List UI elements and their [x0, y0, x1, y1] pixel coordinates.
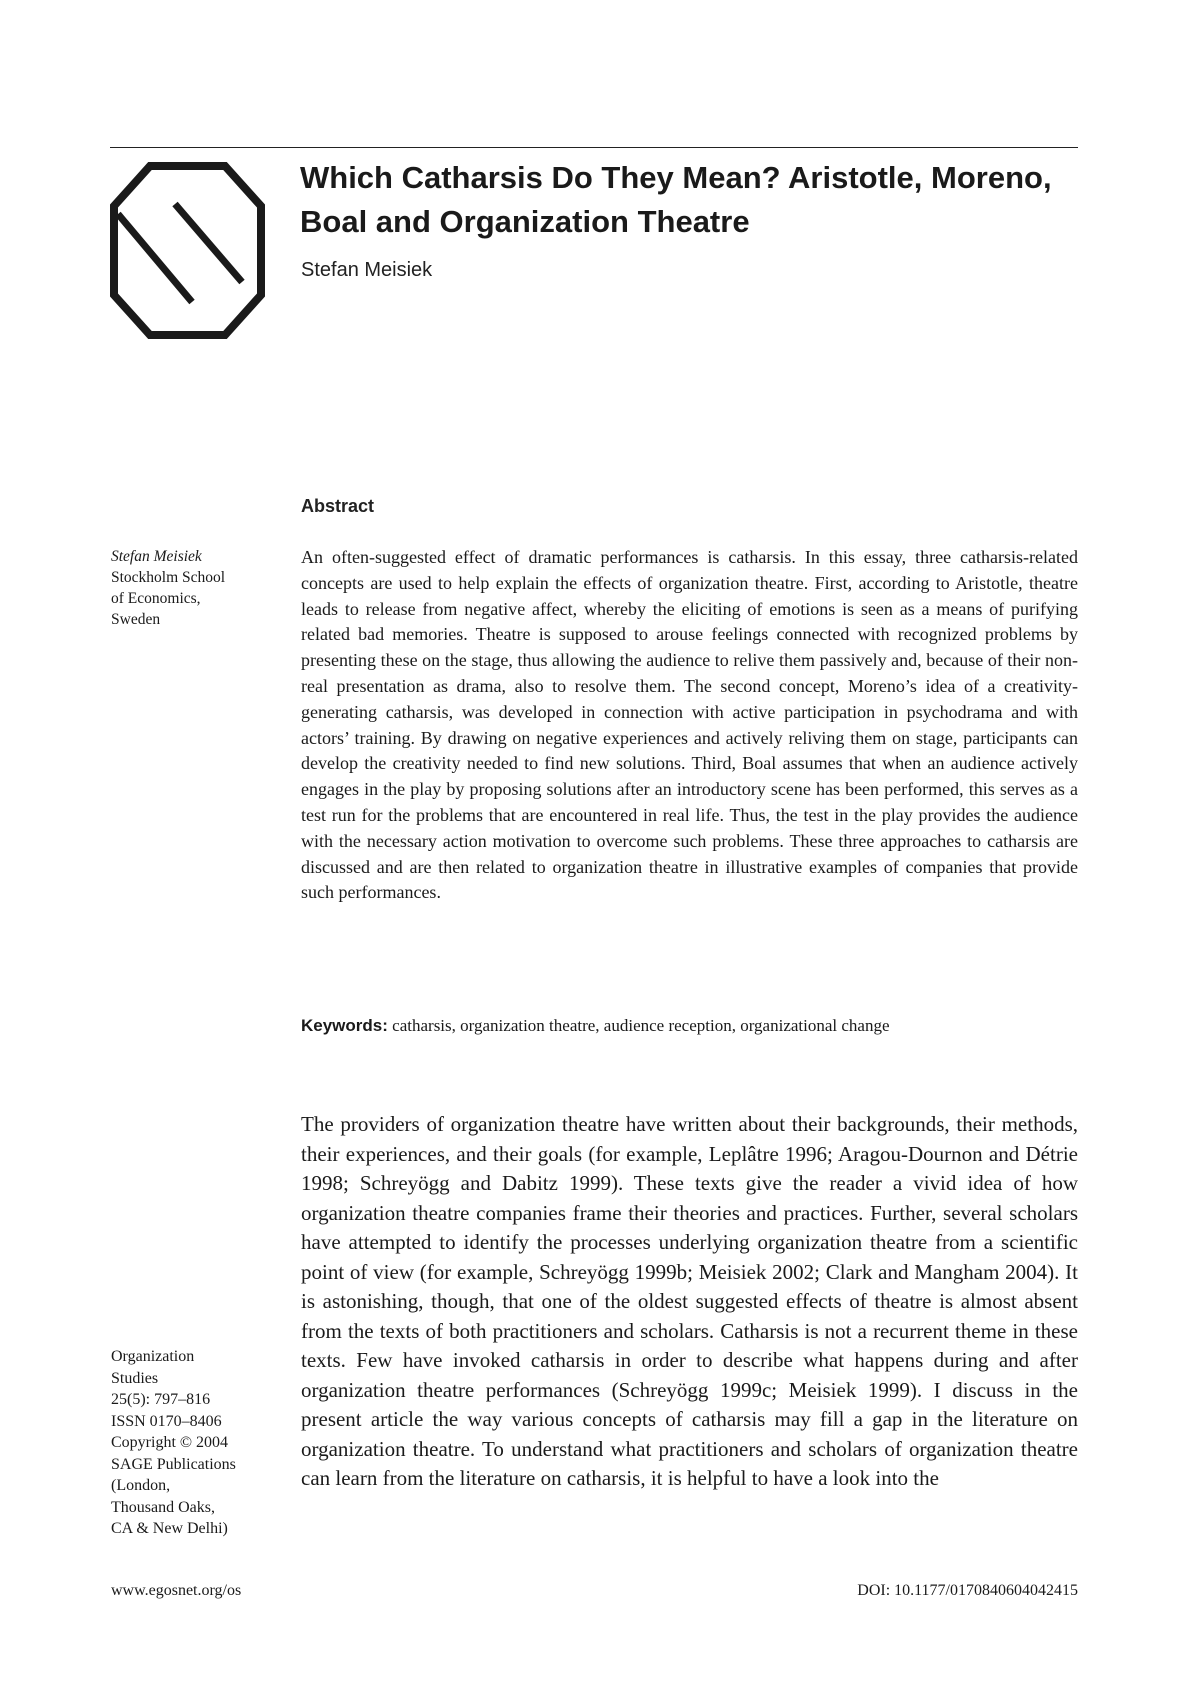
affiliation-institution-line2: of Economics,: [111, 590, 201, 607]
keywords-label: Keywords:: [301, 1016, 388, 1035]
article-author: Stefan Meisiek: [301, 259, 433, 281]
body-paragraph: The providers of organization theatre have written about their backgrounds, their methods, their experiences, and their goals (for example, Leplâtre 1996; Aragou-Dournon and Détrie 1998; Schreyögg and Dabitz 1999). These texts give the reader a vivid idea of how organization theatre companies frame their theories and practices. Further, several scholars have attempted to identify the processes underlying organization theatre from a scientific point of view (for example, Schreyögg 1999b; Meisiek 2002; Clark and Mangham 2004). It is astonishing, though, that one of the oldest suggested effects of theatre is almost absent from the texts of both practitioners and scholars. Catharsis is not a recurrent theme in these texts. Few have invoked catharsis in order to describe what happens during and after organization theatre performances (Schreyögg 1999c; Meisiek 1999). I discuss in the present article the way various concepts of catharsis may fill a gap in the literature on organization theatre. To understand what practitioners and scholars of organization theatre can learn from the literature on catharsis, it is helpful to have a look into the: [301, 1112, 1078, 1490]
journal-info: [111, 1346, 291, 1540]
journal-issn: ISSN 0170–8406: [111, 1412, 222, 1430]
journal-location-line3: CA & New Delhi): [111, 1520, 228, 1537]
article-title: Which Catharsis Do They Mean? Aristotle, Moreno, Boal and Organization Theatre: [300, 160, 1052, 239]
journal-copyright: Copyright © 2004: [111, 1434, 229, 1451]
journal-publisher: SAGE Publications: [111, 1455, 236, 1473]
keywords-list: catharsis, organization theatre, audience reception, organizational change: [387, 1016, 890, 1035]
affiliation-country: Sweden: [111, 611, 161, 628]
abstract-text: An often-suggested effect of dramatic performances is catharsis. In this essay, three catharsis-related concepts are used to help explain the effects of organization theatre. First, according to Aristotle, theatre leads to release from negative affect, whereby the eliciting of emotions is seen as a means of purifying related bad memories. Theatre is supposed to arouse feelings connected with recognized problems by presenting these on the stage, thus allowing the audience to relive them passively and, because of their non-real presentation as drama, also to resolve them. The second concept, Moreno’s idea of a creativity-generating catharsis, was developed in connection with active participation in psychodrama and with actors’ training. By drawing on negative experiences and actively reliving them on stage, participants can develop the creativity needed to find new solutions. Third, Boal assumes that when an audience actively engages in the play by proposing solutions after an introductory scene has been performed, this serves as a test run for the problems that are encountered in real life. Thus, the test in the play provides the audience with the necessary action motivation to overcome such problems. These three approaches to catharsis are discussed and are then related to organization theatre in illustrative examples of companies that provide such performances.: [301, 547, 1078, 903]
footer-website-link[interactable]: www.egosnet.org/os: [111, 1582, 242, 1599]
header-rule: [110, 147, 1078, 148]
journal-location-line1: (London,: [111, 1477, 171, 1494]
journal-location-line2: Thousand Oaks,: [111, 1498, 215, 1516]
abstract-heading: Abstract: [301, 496, 375, 516]
author-affiliation: [111, 546, 281, 630]
affiliation-institution-line1: Stockholm School: [111, 569, 226, 586]
affiliation-author-name: Stefan Meisiek: [111, 548, 202, 565]
footer-doi: DOI: 10.1177/0170840604042415: [857, 1582, 1078, 1599]
keywords: [301, 1015, 1078, 1037]
journal-name-line2: Studies: [111, 1369, 159, 1387]
journal-volume: 25(5): 797–816: [111, 1391, 211, 1408]
journal-logo-icon: [110, 162, 265, 339]
journal-name-line1: Organization: [111, 1348, 195, 1365]
